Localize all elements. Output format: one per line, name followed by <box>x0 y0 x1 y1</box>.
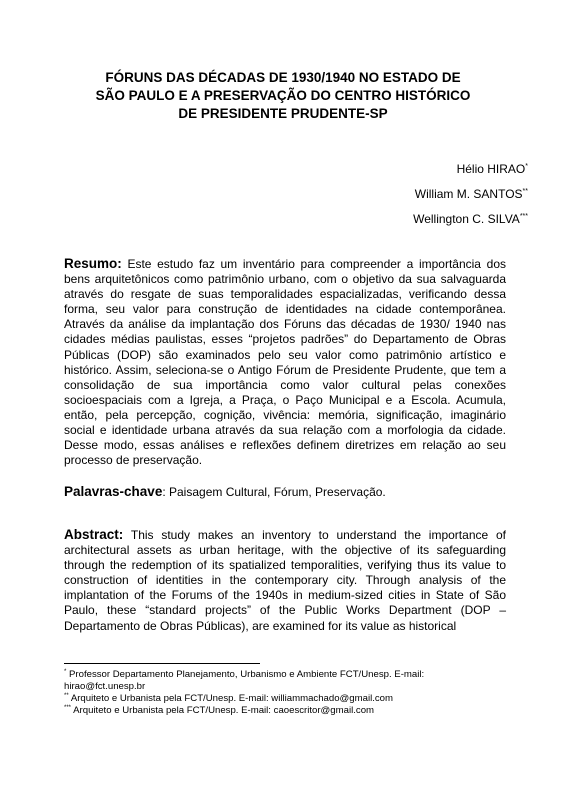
author-silva <box>413 207 528 232</box>
resumo-text: Este estudo faz um inventário para compreender a importância dos bens arquitetônicos como patrimônio urbano, com o objetivo da sua salvaguarda através do resgate de suas temporalidades espacializadas, verificando dessa forma, seu valor para construção de identidades na cidade contemporânea. Através da análise da implantação dos Fóruns das décadas de 1930/ 1940 nas cidades médias paulistas, esses “projetos padrões” do Departamento de Obras Públicas (DOP) são examinados pelo seu valor como patrimônio artístico e histórico. Assim, seleciona-se o Antigo Fórum de Presidente Prudente, que tem a consolidação de sua importância como valor cultural pelas conexões socioespaciais com a Igreja, a Praça, o Paço Municipal e a Escola. Acumula, então, pela percepção, cognição, vivência: memória, significação, imaginário social e identidade urbana através da sua relação com a morfologia da cidade. Desse modo, essas análises e reflexões definem diretrizes em relação ao seu processo de preservação. <box>64 257 506 468</box>
paper-title <box>58 69 508 123</box>
resumo-paragraph <box>64 256 506 468</box>
footnote-item <box>64 693 514 705</box>
footnote-marker: ** <box>522 188 528 195</box>
abstract-paragraph <box>64 527 506 634</box>
abstract-text: This study makes an inventory to understand the importance of architectural assets as urban heritage, with the objective of its safeguarding through the redemption of its spatialized temporalities, verifying thus its value to construction of identities in the contemporary city. Through analysis of the implantation of the Forums of the 1940s in medium-sized cities in State of São Paulo, these “standard projects” of the Public Works Department (DOP – Departamento de Obras Públicas), are examined for its value as historical <box>64 528 506 633</box>
footnote-marker: *** <box>64 705 72 711</box>
title-line: SÃO PAULO E A PRESERVAÇÃO DO CENTRO HISTÓRICO <box>95 88 471 103</box>
author-name: William M. SANTOS <box>414 187 523 201</box>
resumo-label: Resumo: <box>64 256 122 271</box>
footnote-marker: *** <box>519 213 528 220</box>
footnote-marker: ** <box>64 693 69 699</box>
abstract-label: Abstract: <box>64 527 124 542</box>
footnote-item <box>64 669 514 681</box>
footnote-marker: * <box>64 669 67 675</box>
footnote-text: Professor Departamento Planejamento, Urbanismo e Ambiente FCT/Unesp. E-mail: <box>69 669 425 680</box>
footnotes <box>64 669 514 717</box>
title-line: FÓRUNS DAS DÉCADAS DE 1930/1940 NO ESTADO DE <box>105 70 461 85</box>
footnote-text: Arquiteto e Urbanista pela FCT/Unesp. E-mail: caoescritor@gmail.com <box>73 705 375 716</box>
footnote-text: hirao@fct.unesp.br <box>64 681 146 692</box>
author-name: Hélio HIRAO <box>456 162 526 176</box>
footnote-divider <box>64 663 260 664</box>
keywords-text: : Paisagem Cultural, Fórum, Preservação. <box>162 485 386 499</box>
footnote-item <box>64 705 514 717</box>
author-list <box>413 157 528 232</box>
keywords-paragraph <box>64 484 506 500</box>
footnote-marker: * <box>525 163 528 170</box>
author-santos <box>413 182 528 207</box>
author-name: Wellington C. SILVA <box>413 212 520 226</box>
title-line: DE PRESIDENTE PRUDENTE-SP <box>178 106 388 121</box>
author-hirao <box>413 157 528 182</box>
footnote-text: Arquiteto e Urbanista pela FCT/Unesp. E-mail: williammachado@gmail.com <box>70 693 393 704</box>
keywords-label: Palavras-chave <box>64 484 163 499</box>
footnote-item <box>64 681 514 693</box>
